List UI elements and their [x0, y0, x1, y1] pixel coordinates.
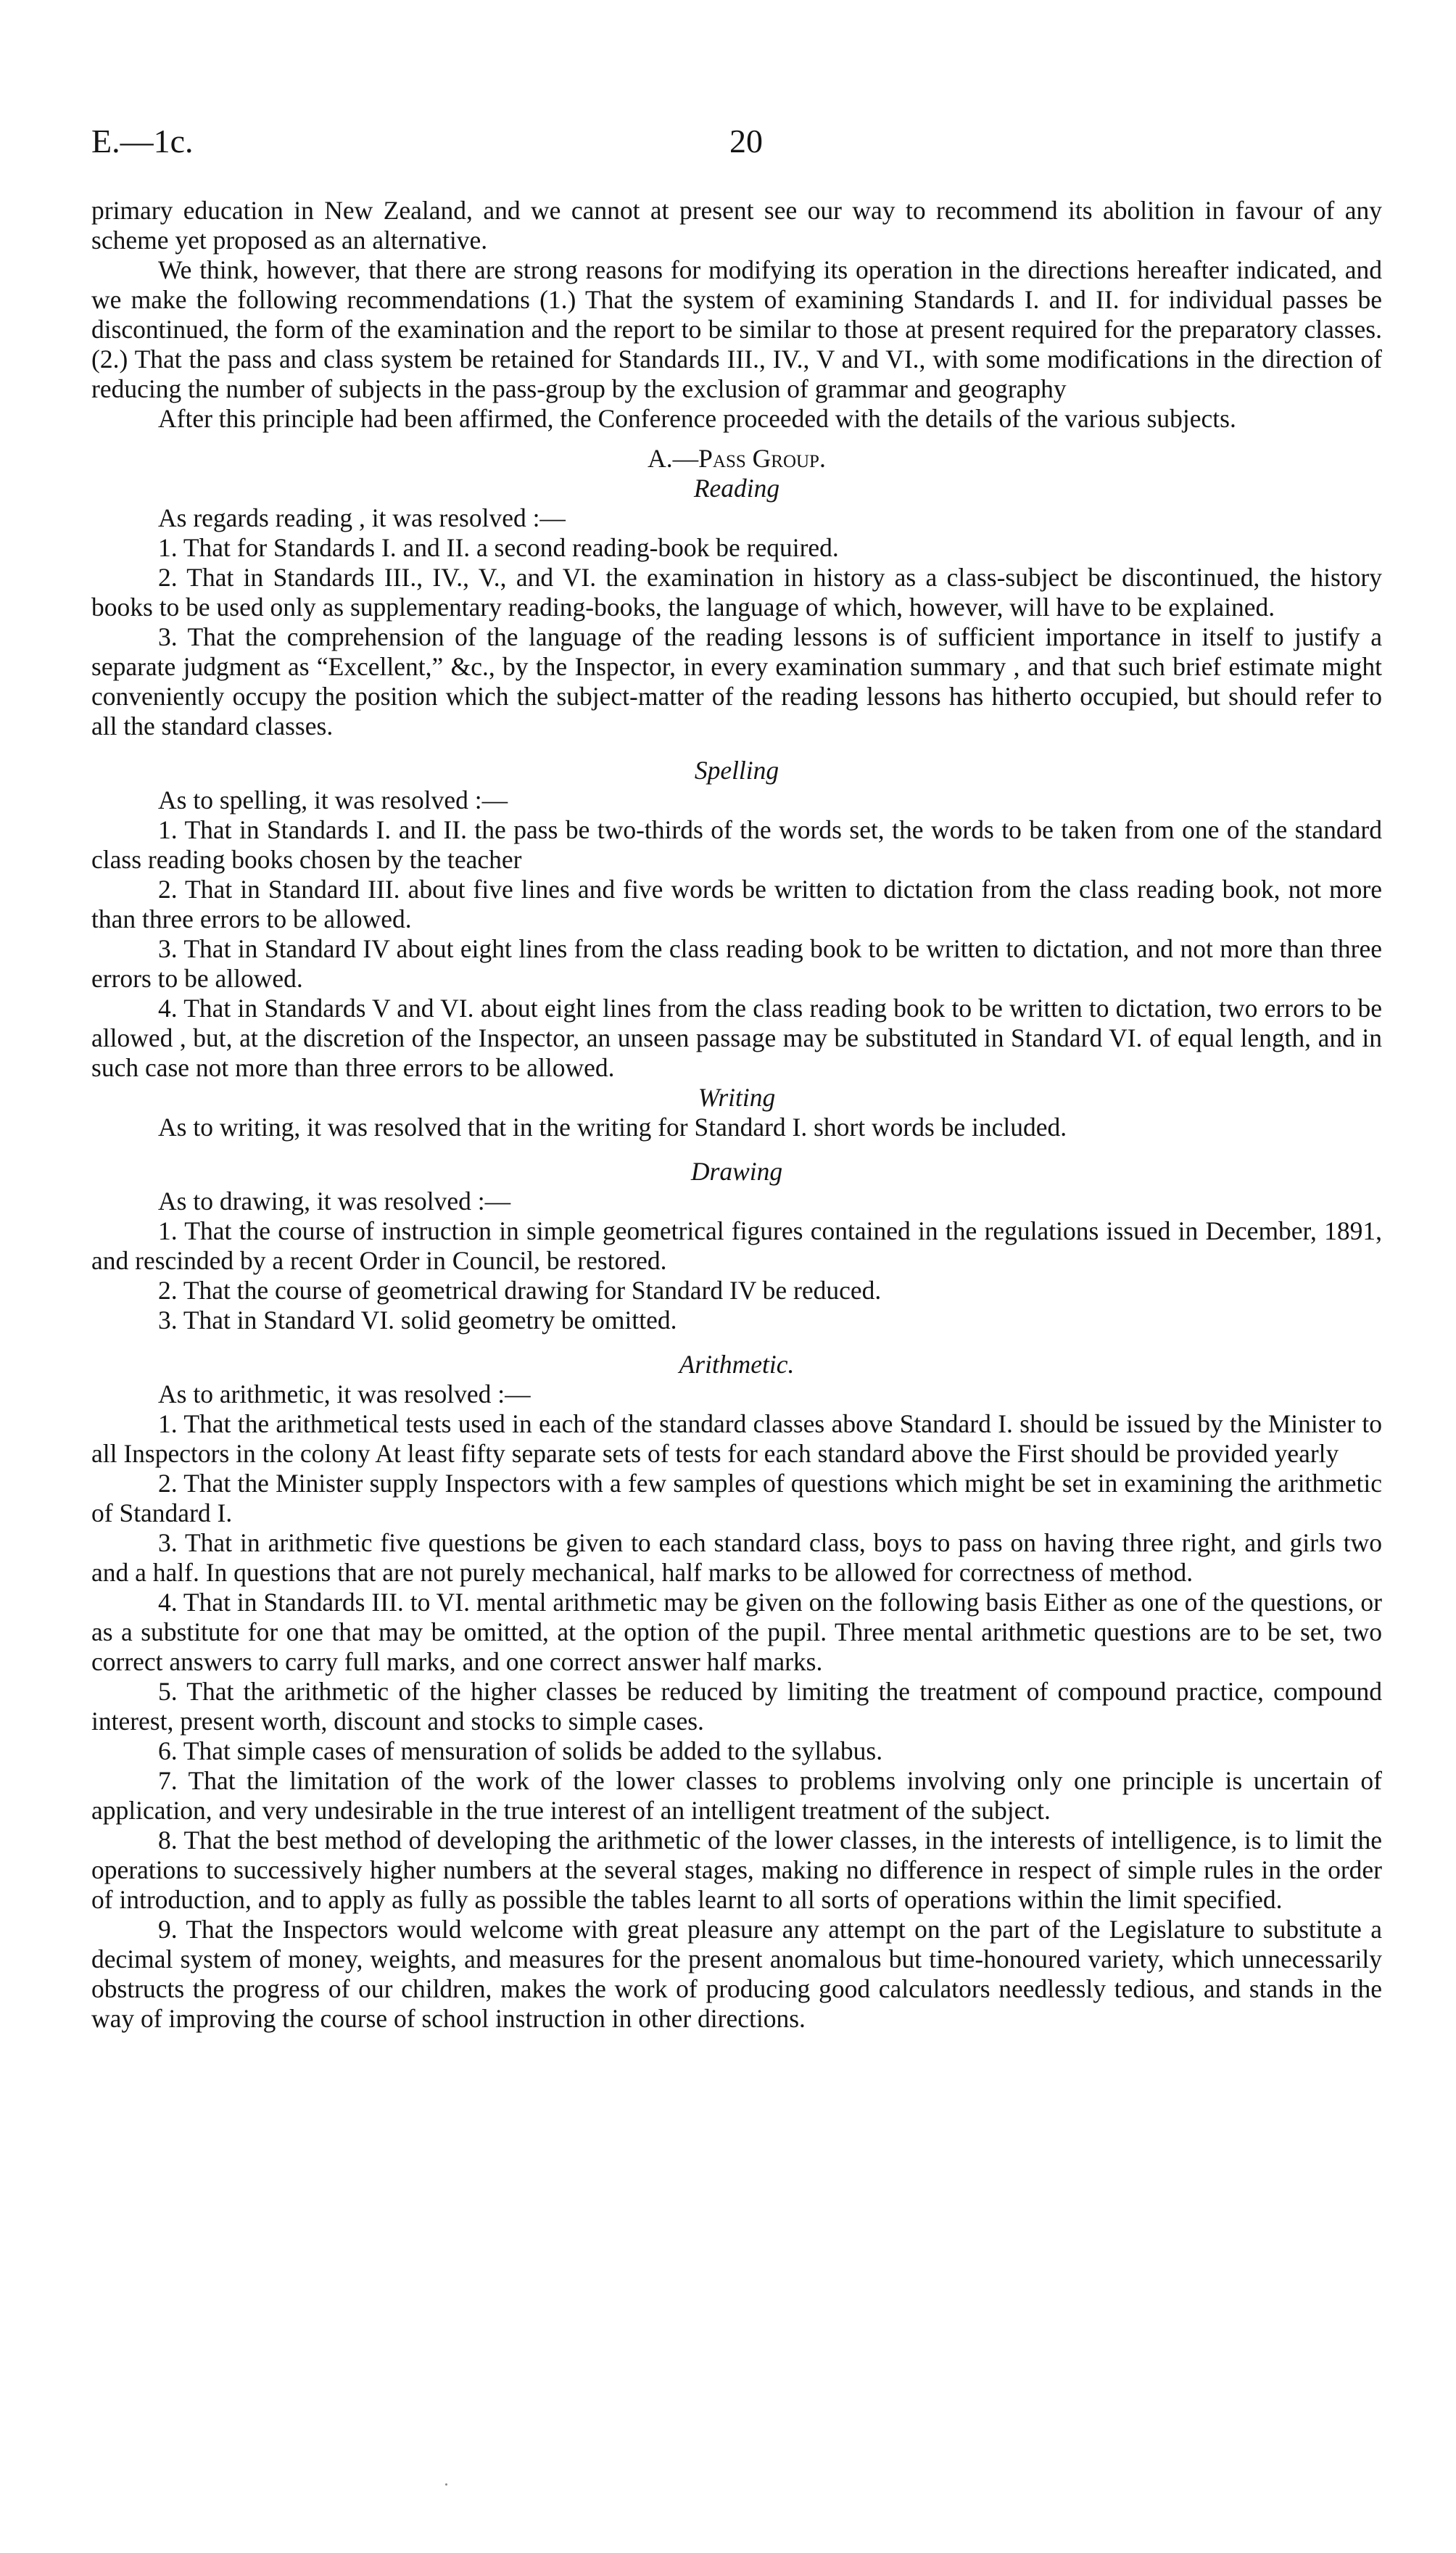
arithmetic-item: 9. That the Inspectors would welcome with great pleasure any attempt on the part of the Legislature to substitute a decimal system of money, weights, and measures for the present anomalous but time-honoured variety, which unnecessarily obstructs the progress of our children, makes the work of producing good calculators needlessly tedious, and stands in the way of improving the course of school instruction in other directions. — [91, 1915, 1382, 2033]
arithmetic-item: 3. That in arithmetic five questions be given to each standard class, boys to pass on having three right, and girls two and a half. In questions that are not purely mechanical, half marks to be allowed for correctness of method. — [91, 1528, 1382, 1587]
arithmetic-item: 8. That the best method of developing the arithmetic of the lower classes, in the interests of intelligence, is to limit the operations to successively higher numbers at the several stages, making no difference in respect of simple rules in the order of introduction, and to apply as fully as possible the tables learnt to all sorts of operations within the limit specified. — [91, 1826, 1382, 1914]
reading-intro: As regards reading , it was resolved :— — [158, 503, 566, 532]
heading-spelling: Spelling — [694, 756, 779, 785]
scan-speck — [445, 2483, 447, 2486]
heading-drawing: Drawing — [690, 1157, 783, 1186]
spelling-item: 3. That in Standard IV about eight lines from the class reading book to be written to dictation, and not more than three errors to be allowed. — [91, 934, 1382, 993]
document-code: E.—1c. — [91, 123, 194, 160]
paragraph-intro: primary education in New Zealand, and we cannot at present see our way to recommend its abolition in favour of any scheme yet proposed as an alternative. — [91, 196, 1382, 255]
paragraph-after: After this principle had been affirmed, the Conference proceeded with the details of the various subjects. — [158, 404, 1236, 433]
arithmetic-item: 7. That the limitation of the work of the lower classes to problems involving only one principle is uncertain of application, and very undesirable in the true interest of an intelligent treatment of the subject. — [91, 1766, 1382, 1825]
writing-text: As to writing, it was resolved that in the writing for Standard I. short words be included. — [158, 1113, 1067, 1142]
drawing-item: 2. That the course of geometrical drawing for Standard IV be reduced. — [158, 1276, 882, 1305]
spelling-intro: As to spelling, it was resolved :— — [158, 785, 508, 814]
spelling-item: 2. That in Standard III. about five lines and five words be written to dictation from the class reading book, not more than three errors to be allowed. — [91, 875, 1382, 933]
drawing-item: 3. That in Standard VI. solid geometry be omitted. — [158, 1306, 677, 1335]
spelling-item: 1. That in Standards I. and II. the pass be two-thirds of the words set, the words to be taken from one of the standard class reading books chosen by the teacher — [91, 815, 1382, 874]
heading-writing: Writing — [698, 1083, 776, 1112]
arithmetic-item: 5. That the arithmetic of the higher classes be reduced by limiting the treatment of compound practice, compound interest, present worth, discount and stocks to simple cases. — [91, 1677, 1382, 1736]
reading-item: 3. That the comprehension of the language of the reading lessons is of sufficient importance in itself to justify a separate judgment as “Excellent,” &c., by the Inspector, in every examination summary , and that such brief estimate might conveniently occupy the position which the subject-matter of the reading lessons has hitherto occupied, but should refer to all the standard classes. — [91, 622, 1382, 741]
arithmetic-item: 4. That in Standards III. to VI. mental arithmetic may be given on the following basis Either as one of the questions, or as a substitute for one that may be omitted, at the option of the pupil. Three mental arithmetic questions are to be set, two correct answers to carry full marks, and one correct answer half marks. — [91, 1588, 1382, 1676]
spelling-item: 4. That in Standards V and VI. about eight lines from the class reading book to be written to dictation, two errors to be allowed , but, at the discretion of the Inspector, an unseen passage may be substituted in Standard VI. of equal length, and in such case not more than three errors to be allowed. — [91, 994, 1382, 1082]
heading-reading: Reading — [693, 474, 780, 503]
arithmetic-item: 6. That simple cases of mensuration of solids be added to the syllabus. — [158, 1736, 883, 1765]
reading-item: 1. That for Standards I. and II. a second reading-book be required. — [158, 533, 839, 562]
page-header — [91, 122, 1382, 173]
arithmetic-item: 2. That the Minister supply Inspectors with a few samples of questions which might be set in examining the arithmetic of Standard I. — [91, 1469, 1382, 1527]
arithmetic-item: 1. That the arithmetical tests used in each of the standard classes above Standard I. should be issued by the Minister to all Inspectors in the colony At least fifty separate sets of tests for each standard above the First should be provided yearly — [91, 1409, 1382, 1468]
drawing-intro: As to drawing, it was resolved :— — [158, 1187, 511, 1216]
paragraph-recommendations: We think, however, that there are strong reasons for modifying its operation in the directions hereafter indicated, and we make the following recommendations (1.) That the system of examining Standards I. and II. for individual passes be discontinued, the form of the examination and the report to be similar to those at present required for the preparatory classes. (2.) That the pass and class system be retained for Standards III., IV., V and VI., with some modifications in the direction of reducing the number of subjects in the pass-group by the exclusion of grammar and geography — [91, 255, 1382, 403]
section-title: A.—Pass Group. — [648, 444, 826, 473]
arithmetic-intro: As to arithmetic, it was resolved :— — [158, 1379, 531, 1409]
page-number: 20 — [729, 123, 763, 160]
drawing-item: 1. That the course of instruction in simple geometrical figures contained in the regulations issued in December, 1891, and rescinded by a recent Order in Council, be restored. — [91, 1216, 1382, 1275]
reading-item: 2. That in Standards III., IV., V., and VI. the examination in history as a class-subject be discontinued, the history books to be used only as supplementary reading-books, the language of which, however, will have to be explained. — [91, 563, 1382, 622]
heading-arithmetic: Arithmetic. — [679, 1350, 795, 1379]
document-body — [91, 196, 1382, 2034]
